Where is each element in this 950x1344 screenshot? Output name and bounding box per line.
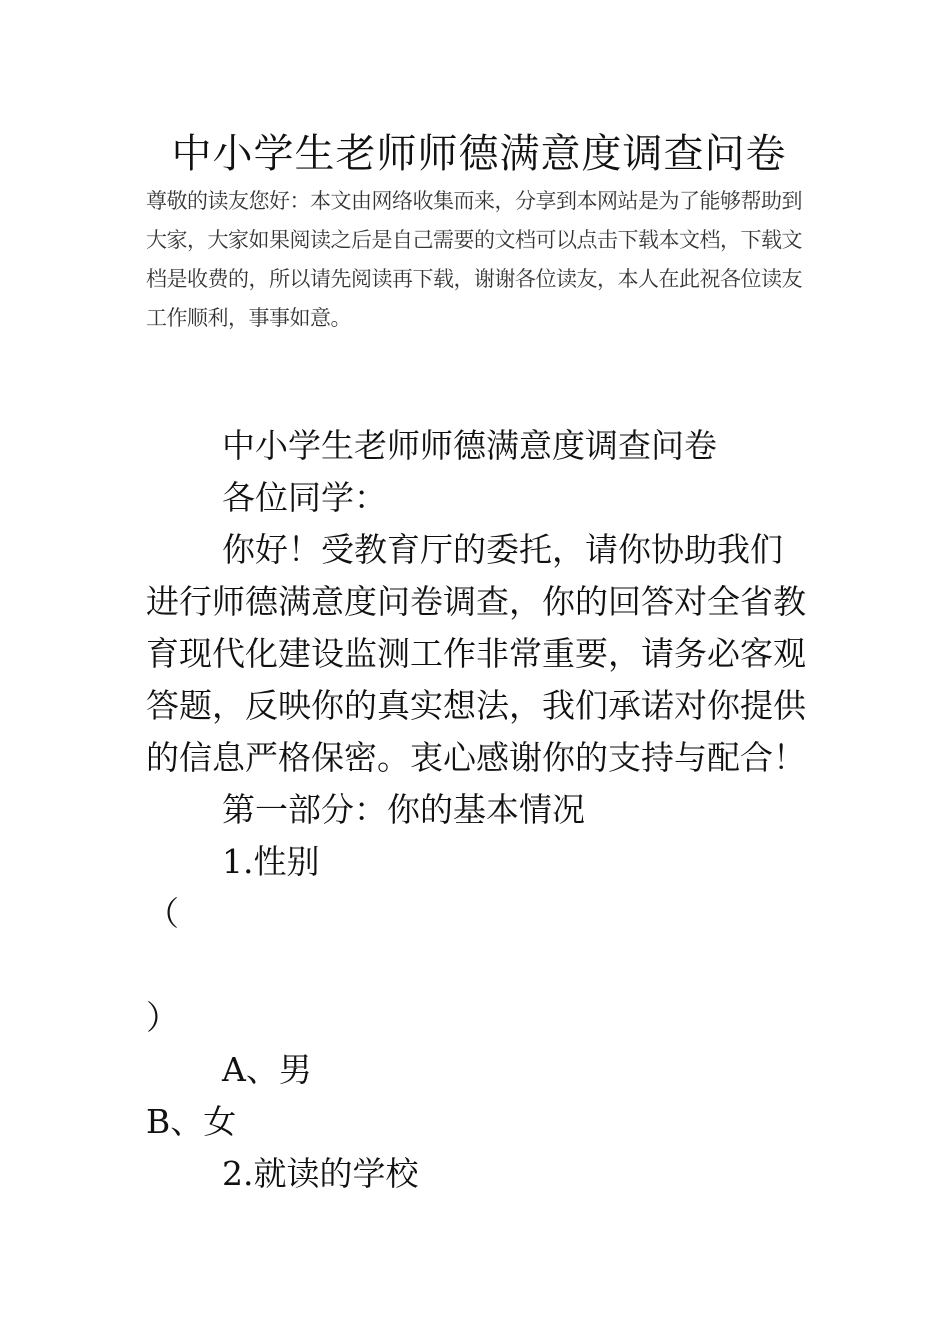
option-b: B、女 xyxy=(146,1102,237,1141)
question-2: 2.就读的学校 xyxy=(222,1154,419,1193)
option-a: A、男 xyxy=(222,1050,312,1089)
body-title: 中小学生老师师德满意度调查问卷 xyxy=(222,426,717,465)
document-title: 中小学生老师师德满意度调查问卷 xyxy=(171,131,787,177)
greeting: 各位同学： xyxy=(222,478,387,517)
intro-paragraph xyxy=(146,524,806,784)
reader-notice: 尊敬的读友您好：本文由网络收集而来，分享到本网站是为了能够帮助到大家，大家如果阅读之后是自己需要的文档可以点击下载本文档，下载文档是收费的，所以请先阅读再下载，谢谢各位读友，本人在此祝各位读友工作顺利，事事如意。 xyxy=(146,189,802,330)
answer-paren-close: ） xyxy=(146,998,179,1037)
document-body xyxy=(146,420,806,1200)
intro-text: 你好！受教育厅的委托，请你协助我们进行师德满意度问卷调查，你的回答对全省教育现代化建设监测工作非常重要，请务必客观答题，反映你的真实想法，我们承诺对你提供的信息严格保密。衷心感谢你的支持与配合！ xyxy=(146,530,806,777)
question-1: 1.性别 xyxy=(222,842,320,881)
answer-paren-open: （ xyxy=(146,894,179,933)
part1-heading: 第一部分：你的基本情况 xyxy=(222,790,585,829)
